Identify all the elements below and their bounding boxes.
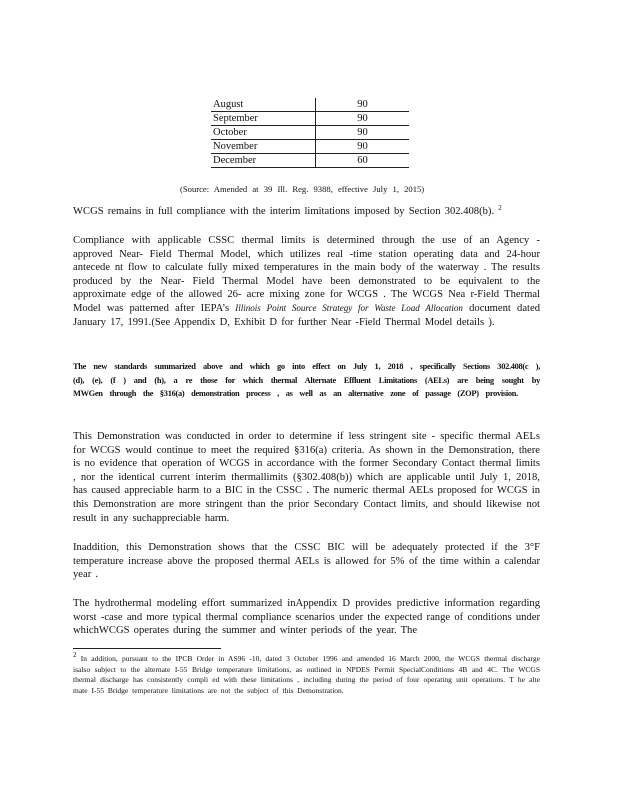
footnote-text: In addition, pursuant to the IPCB Order in AS96 -10, dated 3 October 1996 and amended 16 March 2000, the WCGS thermal discharge isalso subject to the alternate I-55 Bridge temperature limitations, as outlined in NPDES Permit SpecialConditions 4B and 4C. The WCGS thermal discharge has consistently compli ed with these limitations , including during the period of four operating unit operations. T he alte mate I-55 Bridge temperature limitations are not the subject of this Demonstration.	[73, 654, 540, 695]
month-cell: October	[211, 126, 316, 140]
month-cell: November	[211, 140, 316, 154]
footnote-reference[interactable]: 2	[498, 204, 502, 212]
paragraph-text: document dated January 17, 1991.(See Appendix D, Exhibit D for further Near -Field Thermal Model details ).	[73, 302, 540, 328]
value-cell: 90	[357, 99, 368, 110]
value-cell: 90	[316, 126, 410, 140]
paragraph-bic-protection: Inaddition, this Demonstration shows that the CSSC BIC will be adequately protected if the 3°F temperature increase above the proposed thermal AELs is allowed for 5% of the time within a calendar year .	[73, 542, 540, 581]
month-cell: September	[211, 112, 316, 126]
paragraph-demonstration: This Demonstration was conducted in order to determine if less stringent site - specific thermal AELs for WCGS would continue to meet the required §316(a) criteria. As shown in the Demonstration, there is no evidence that operation of WCGS in accordance with the former Secondary Contact thermal limits , nor the identical current interim thermallimits (§302.408(b)) which are applicable until July 1, 2018, has caused appreciable harm to a BIC in the CSSC . The numeric thermal AELs proposed for WCGS in this Demonstration are more stringent than the prior Secondary Contact limits, and should likewise not result in any suchappreciable harm.	[73, 431, 540, 524]
footnote-mark: 2	[73, 651, 77, 659]
value-cell: 90	[316, 140, 410, 154]
paragraph-thermal-model	[73, 234, 540, 329]
value-cell: 60	[316, 154, 410, 168]
italic-document-title: Illinois Point Source Strategy for Waste Load Allocation	[235, 302, 463, 313]
month-cell: August	[211, 98, 316, 112]
paragraph-text: Compliance with applicable CSSC thermal limits is determined through the use of an Agency - approved Near- Field Thermal Model, which utilizes real -time station operating data and 24-hour antecede nt flow to calculate fully mixed temperatures in the main body of the waterway . The results produced by the Near- Field Thermal Model have been demonstrated to be equivalent to the approximate edge of the allowed 26- acre mixing zone for WCGS . The WCGS Nea r-Field Thermal Model was patterned after IEPA’s	[73, 235, 540, 314]
paragraph-new-standards: The new standards summarized above and which go into effect on July 1, 2018 , specifically Sections 302.408(c ), (d), (e), (f ) and (h), a re those for which thermal Alternate Effluent Limitations (AELs) are being sought by MWGen through the §316(a) demonstration process , as well as an alternative zone of passage (ZOP) provision.	[73, 362, 540, 398]
monthly-limits-table	[211, 98, 409, 168]
table-row	[211, 154, 409, 168]
table-row	[211, 112, 409, 126]
source-note: (Source: Amended at 39 Ill. Reg. 9388, effective July 1, 2015)	[180, 184, 425, 194]
table-row	[211, 98, 409, 112]
paragraph-hydrothermal: The hydrothermal modeling effort summarized inAppendix D provides predictive information regarding worst -case and more typical thermal compliance scenarios under the expected range of conditions under whichWCGS operates during the summer and winter periods of the year. The	[73, 598, 540, 637]
paragraph-text: WCGS remains in full compliance with the interim limitations imposed by Section 302.408(b).	[73, 206, 495, 217]
paragraph-compliance	[73, 205, 540, 219]
footnote-divider	[73, 648, 221, 649]
table-row	[211, 126, 409, 140]
footnote	[73, 651, 540, 696]
month-cell: December	[211, 154, 316, 168]
table-row	[211, 140, 409, 154]
value-cell: 90	[316, 112, 410, 126]
